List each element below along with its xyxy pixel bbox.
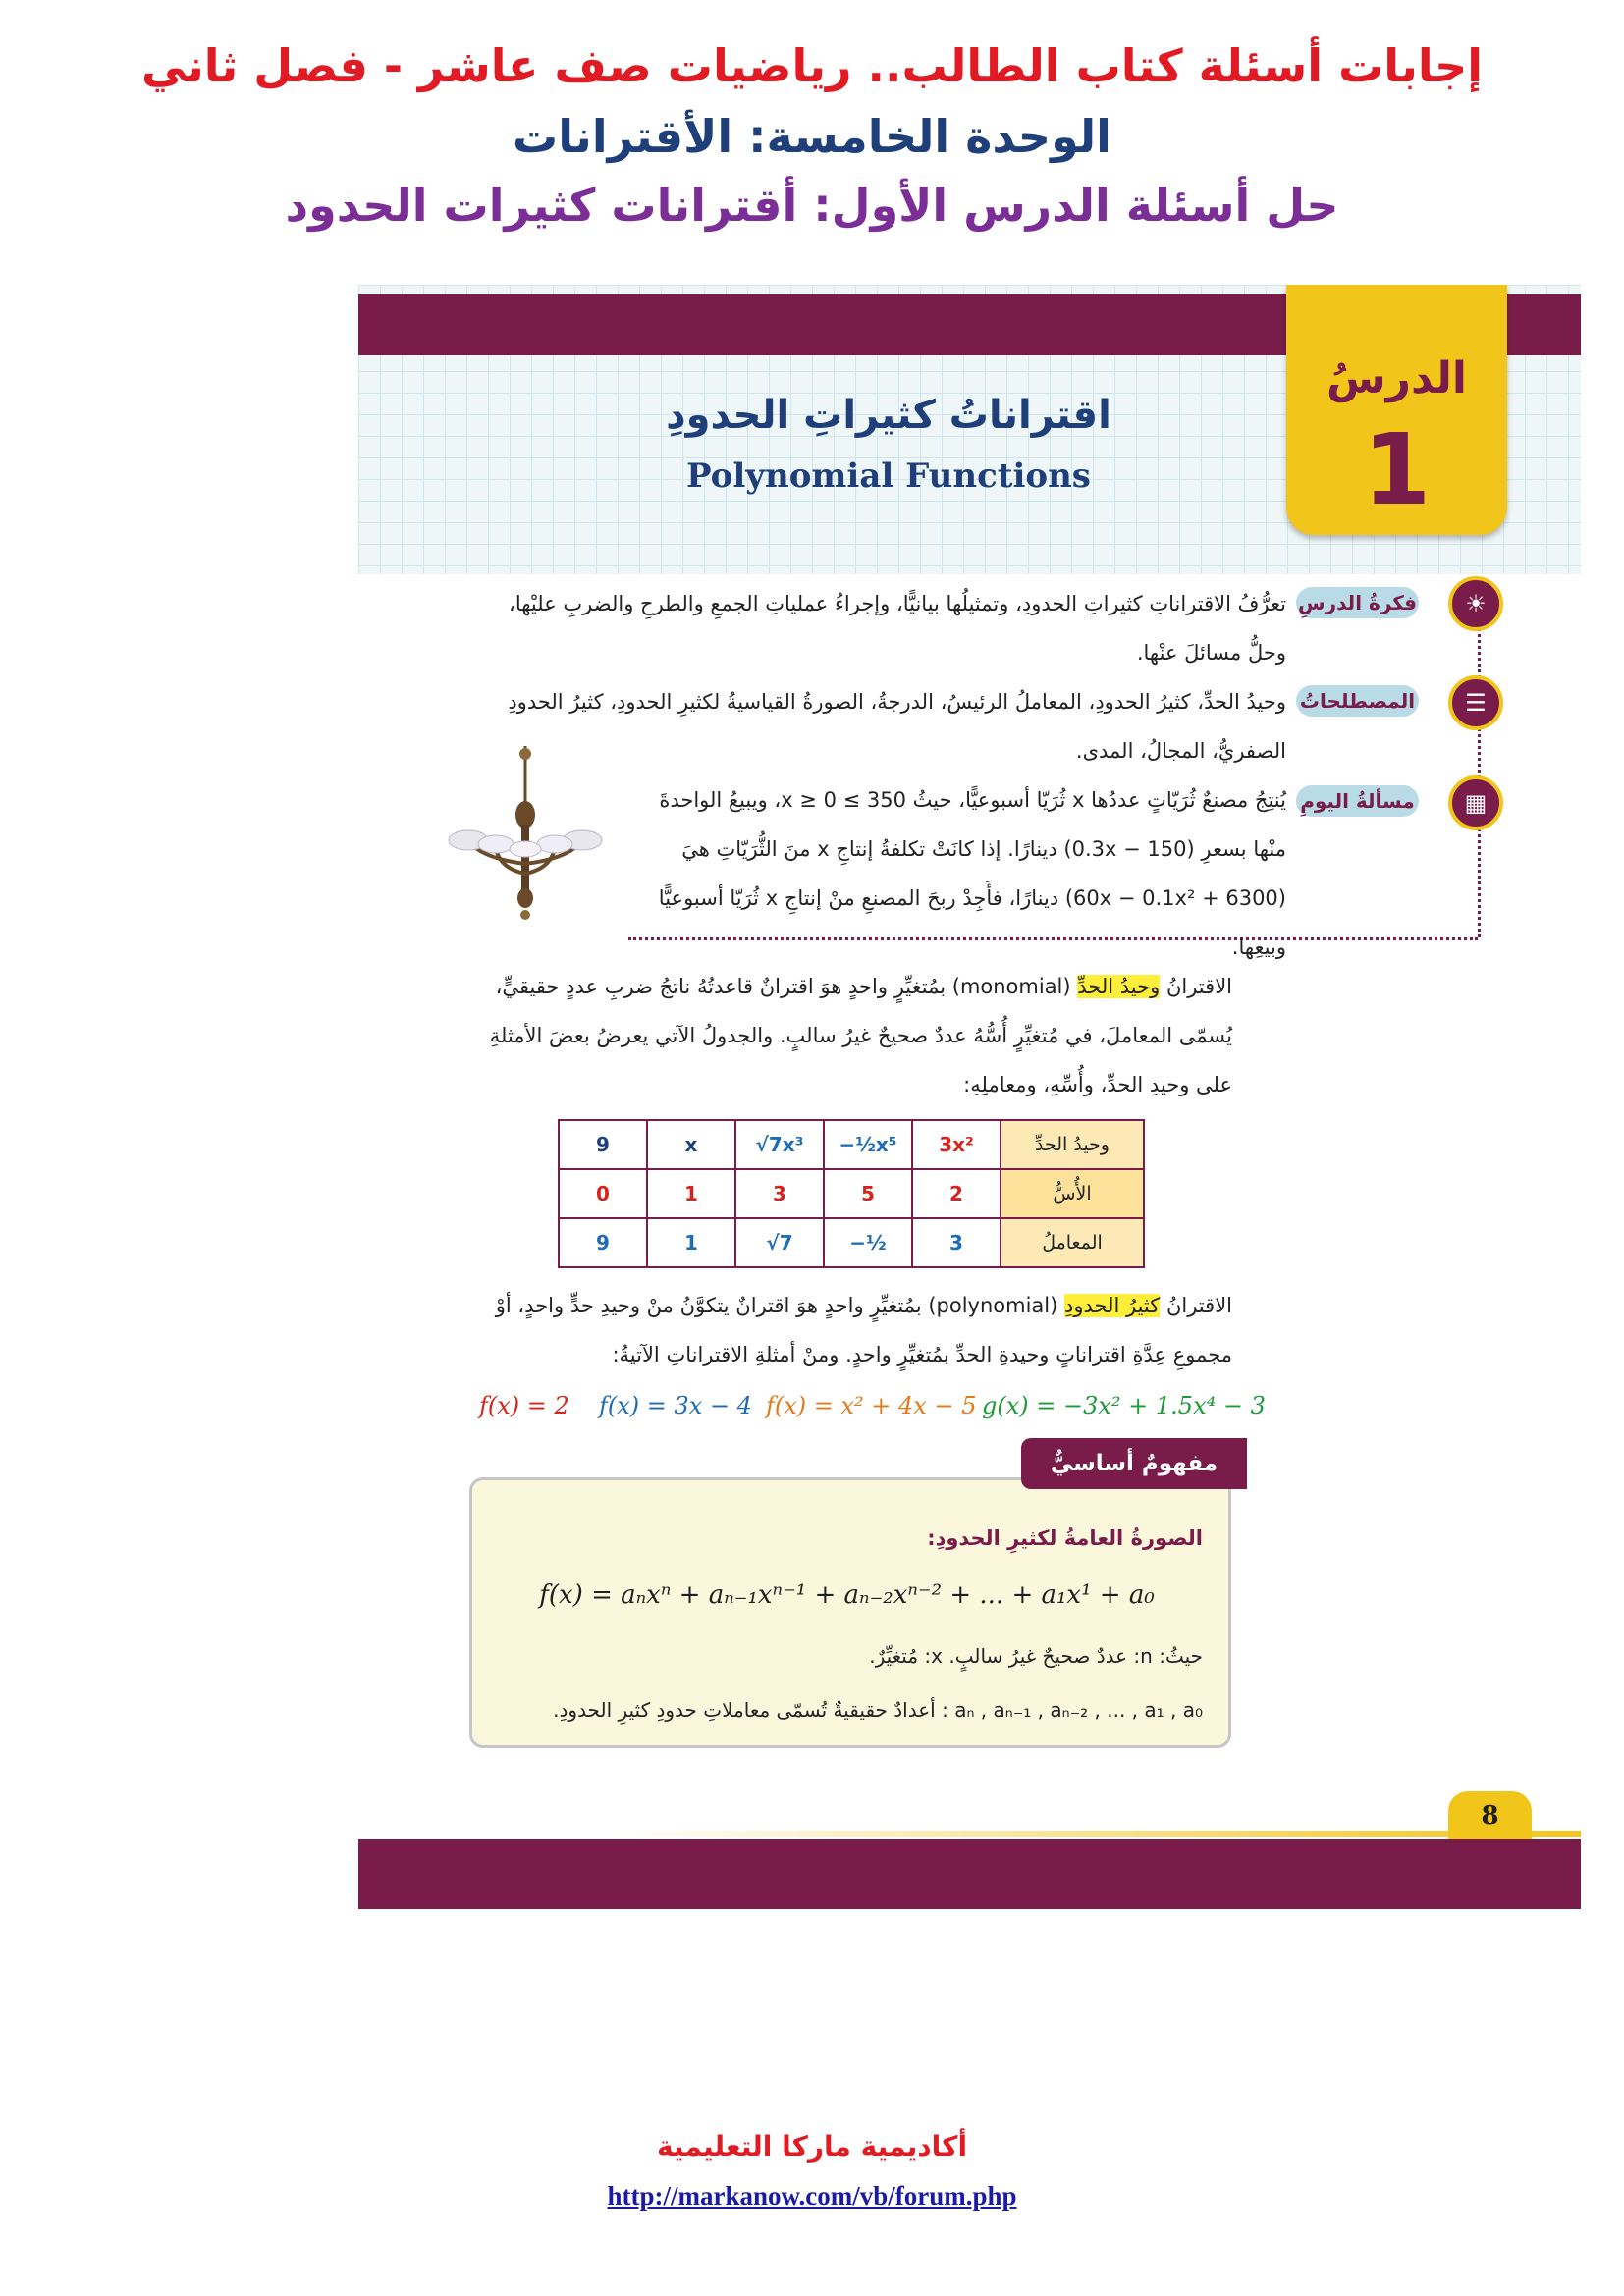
- header-title: إجابات أسئلة كتاب الطالب.. رياضيات صف عاشر - فصل ثاني: [140, 39, 1484, 92]
- table-cell: −½x⁵: [824, 1120, 912, 1169]
- table-cell: 3: [912, 1218, 1001, 1267]
- monomial-line-3: على وحيدِ الحدِّ، وأُسِّهِ، ومعاملِهِ:: [963, 1073, 1232, 1096]
- polynomial-line-1-end: (polynomial) بمُتغيِّرٍ واحدٍ هوَ اقترانٌ يتكوَّنُ منْ وحيدِ حدٍّ واحدٍ، أوْ: [495, 1294, 1058, 1317]
- problem-of-day-text: [609, 775, 1286, 972]
- polynomial-example-3: f(x) = x² + 4x − 5: [766, 1392, 977, 1419]
- monomial-line-2: يُسمّى المعاملَ، في مُتغيِّرٍ أُسُّهُ عددٌ صحيحٌ غيرُ سالبٍ. والجدولُ الآتي يعرضُ بعضَ الأمثلةِ: [489, 1024, 1232, 1047]
- clipboard-icon: ☰: [1448, 675, 1503, 730]
- lesson-title-ar: اقتراناتُ كثيراتِ الحدودِ: [666, 393, 1111, 438]
- polynomial-term-highlight: كثيرُ الحدودِ: [1064, 1294, 1161, 1317]
- polynomial-example-2: f(x) = 3x − 4: [599, 1392, 752, 1419]
- monomial-paragraph: [471, 962, 1232, 1109]
- table-cell: 1: [647, 1218, 735, 1267]
- lesson-number-tab: [1286, 285, 1507, 535]
- problem-line-1: يُنتِجُ مصنعٌ ثُرَيّاتٍ عددُها x ثُرَيّا أسبوعيًّا، حيثُ 350 ≥ x ≥ 0، ويبيعُ الواحدةَ: [659, 788, 1286, 812]
- polynomial-paragraph: [471, 1281, 1232, 1379]
- lesson-number: 1: [1362, 412, 1432, 527]
- lightbulb-icon: ☀: [1448, 576, 1503, 631]
- page-footer-stripe: [358, 1831, 1581, 1837]
- footer-link[interactable]: http://markanow.com/vb/forum.php: [607, 2181, 1017, 2211]
- table-row-monomial: [559, 1120, 1144, 1169]
- lesson-idea-line-2: وحلُّ مسائلَ عنْها.: [1136, 641, 1286, 665]
- unit-title: الوحدة الخامسة: الأقترانات: [513, 110, 1111, 163]
- formula-where-line-2: aₙ , aₙ₋₁ , aₙ₋₂ , ... , a₁ , a₀ : أعدادٌ حقيقيةٌ تُسمّى معاملاتِ حدودِ كثيرِ الحدودِ.: [553, 1698, 1203, 1722]
- table-cell: 0: [559, 1169, 647, 1218]
- lesson-title-en: Polynomial Functions: [686, 456, 1091, 496]
- page-bottom-band: [358, 1839, 1581, 1909]
- table-cell: 3: [735, 1169, 824, 1218]
- table-row-exponent: [559, 1169, 1144, 1218]
- monomial-line-1: [471, 962, 1232, 1011]
- table-cell: 9: [559, 1120, 647, 1169]
- monomial-table: [558, 1119, 1145, 1268]
- monomial-line-1-start: الاقترانُ: [1165, 975, 1232, 998]
- info-dotted-border: [1478, 604, 1481, 937]
- lesson-idea-label: فكرةُ الدرسِ: [1296, 587, 1419, 618]
- table-cell: 3x²: [912, 1120, 1001, 1169]
- table-row-header: وحيدُ الحدِّ: [1001, 1120, 1144, 1169]
- polynomial-line-2: مجموعِ عِدَّةِ اقتراناتٍ وحيدةِ الحدِّ بمُتغيِّرٍ واحدٍ. ومنْ أمثلةِ الاقتراناتِ الآتيةُ:: [612, 1343, 1232, 1366]
- table-cell: 2: [912, 1169, 1001, 1218]
- general-form-formula: f(x) = aₙxⁿ + aₙ₋₁xⁿ⁻¹ + aₙ₋₂xⁿ⁻² + ... + a₁x¹ + a₀: [539, 1580, 1155, 1610]
- problem-line-3: (6300 + 60x − 0.1x²) دينارًا، فأَجِدْ ربحَ المصنعِ منْ إنتاجِ x ثُرَيّا أسبوعيًّا وبيعِها.: [658, 886, 1286, 959]
- table-cell: 5: [824, 1169, 912, 1218]
- lesson-idea-text: [471, 579, 1286, 677]
- lesson-heading: حل أسئلة الدرس الأول: أقترانات كثيرات الحدود: [285, 179, 1339, 232]
- table-cell: x: [647, 1120, 735, 1169]
- monomial-line-1-end: (monomial) بمُتغيِّرٍ واحدٍ هوَ اقترانٌ قاعدتُهُ ناتجُ ضربِ عددٍ حقيقيٍّ،: [495, 975, 1071, 998]
- lesson-word: الدرسُ: [1326, 353, 1468, 403]
- page-number: 8: [1448, 1791, 1532, 1841]
- terms-line-1: وحيدُ الحدِّ، كثيرُ الحدودِ، المعاملُ الرئيسُ، الدرجةُ، الصورةُ القياسيةُ لكثيرِ الحدودِ، كثيرُ الحدودِ: [508, 690, 1286, 714]
- table-cell: 9: [559, 1218, 647, 1267]
- polynomial-example-1: f(x) = 2: [479, 1392, 569, 1419]
- key-concept-label: الصورةُ العامةُ لكثيرِ الحدودِ:: [927, 1526, 1203, 1550]
- problem-of-day-label: مسألةُ اليومِ: [1296, 785, 1419, 817]
- chandelier-image: [447, 746, 604, 928]
- table-cell: √7: [735, 1218, 824, 1267]
- table-row-header: الأُسُّ: [1001, 1169, 1144, 1218]
- polynomial-example-4: g(x) = −3x² + 1.5x⁴ − 3: [982, 1392, 1266, 1419]
- terms-label: المصطلحاتُ: [1296, 685, 1419, 717]
- polynomial-line-1-start: الاقترانُ: [1165, 1294, 1232, 1317]
- table-cell: 1: [647, 1169, 735, 1218]
- key-concept-tab: مفهومٌ أساسيٌّ: [1021, 1438, 1247, 1489]
- table-row-header: المعاملُ: [1001, 1218, 1144, 1267]
- lesson-banner: [358, 285, 1581, 574]
- table-cell: √7x³: [735, 1120, 824, 1169]
- terms-line-2: الصفريُّ، المجالُ، المدى.: [1075, 739, 1286, 763]
- polynomial-line-1: [471, 1281, 1232, 1330]
- table-cell: −½: [824, 1218, 912, 1267]
- table-row-coefficient: [559, 1218, 1144, 1267]
- footer-organization: أكاديمية ماركا التعليمية: [656, 2130, 968, 2163]
- calendar-icon: ▦: [1448, 775, 1503, 830]
- formula-where-line-1: حيثُ: n: عددٌ صحيحٌ غيرُ سالبٍ. x: مُتغيِّرٌ.: [869, 1644, 1203, 1668]
- lesson-idea-line-1: تعرُّفُ الاقتراناتِ كثيراتِ الحدودِ، وتمثيلُها بيانيًّا، وإجراءُ عملياتِ الجمعِ والطرحِ والضربِ عليْها،: [509, 592, 1286, 615]
- problem-line-2: منْها بسعرِ (150 − 0.3x) دينارًا. إذا كانَتْ تكلفةُ إنتاجِ x منَ الثُّرَيّاتِ هيَ: [681, 837, 1286, 861]
- monomial-term-highlight: وحيدُ الحدِّ: [1077, 975, 1161, 998]
